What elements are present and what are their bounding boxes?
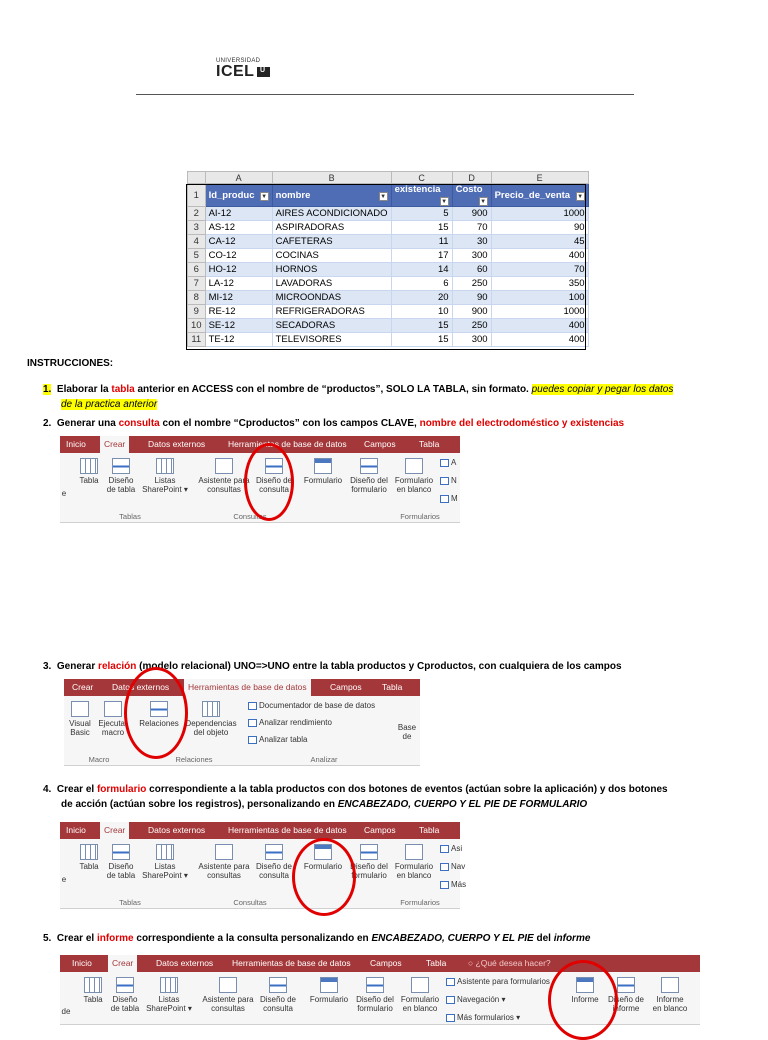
report-design-icon	[617, 977, 635, 993]
form-button[interactable]: Formulario	[300, 458, 346, 485]
filter-dropdown-icon[interactable]: ▼	[480, 199, 487, 205]
analyze-performance-button[interactable]: Analizar rendimiento	[248, 718, 332, 727]
products-spreadsheet	[187, 171, 589, 347]
sharepoint-icon	[156, 844, 174, 860]
column-header[interactable]: Costo ▼	[452, 184, 491, 207]
row-number: 7	[188, 277, 206, 291]
table-cell[interactable]: 10	[391, 305, 452, 319]
query-wizard-icon	[219, 977, 237, 993]
run-macro-icon	[104, 701, 122, 717]
table-cell[interactable]: ASPIRADORAS	[272, 221, 391, 235]
tab-campos[interactable]: Campos	[364, 825, 396, 835]
university-logo	[216, 58, 276, 82]
column-letters	[188, 172, 589, 184]
blank-form-button[interactable]: Formulario en blanco	[392, 844, 436, 880]
form-design-icon	[366, 977, 384, 993]
step-number: 1.	[43, 384, 52, 395]
table-cell[interactable]: 90	[452, 291, 491, 305]
table-row	[188, 207, 589, 221]
header-divider	[136, 94, 634, 95]
table-cell[interactable]: 15	[391, 333, 452, 347]
row-number: 6	[188, 263, 206, 277]
corner-cell	[188, 172, 206, 184]
form-button[interactable]: Formulario	[306, 977, 352, 1004]
form-icon	[314, 458, 332, 474]
column-header[interactable]: Precio_de_venta ▼	[491, 184, 588, 207]
table-cell[interactable]: CO-12	[205, 249, 272, 263]
tab-crear[interactable]: Crear	[108, 955, 137, 972]
table-cell[interactable]: TELEVISORES	[272, 333, 391, 347]
tab-campos[interactable]: Campos	[370, 958, 402, 968]
analyze-table-icon	[248, 736, 257, 744]
navigation-icon	[440, 477, 449, 485]
table-cell[interactable]: TE-12	[205, 333, 272, 347]
blank-form-icon	[405, 844, 423, 860]
table-cell[interactable]: 5	[391, 207, 452, 221]
table-row	[188, 319, 589, 333]
form-design-icon	[360, 458, 378, 474]
table-cell[interactable]: 400	[491, 319, 588, 333]
table-cell[interactable]: 70	[452, 221, 491, 235]
logo-small-text: UNIVERSIDAD	[216, 58, 261, 64]
query-design-icon	[269, 977, 287, 993]
logo-mark: U	[257, 67, 270, 77]
table-cell[interactable]: 100	[491, 291, 588, 305]
keyword: nombre del electrodoméstico y existencias	[419, 418, 625, 429]
table-cell[interactable]: 15	[391, 319, 452, 333]
table-cell[interactable]: SECADORAS	[272, 319, 391, 333]
table-cell[interactable]: 14	[391, 263, 452, 277]
query-design-icon	[265, 844, 283, 860]
query-design-button[interactable]: Diseño de consulta	[252, 844, 296, 880]
row-number: 10	[188, 319, 206, 333]
blank-form-icon	[405, 458, 423, 474]
tab-datos-externos[interactable]: Datos externos	[148, 439, 206, 449]
table-cell[interactable]: AS-12	[205, 221, 272, 235]
tab-tabla[interactable]: Tabla	[419, 439, 440, 449]
row-number: 2	[188, 207, 206, 221]
step-1: 1. Elaborar la tabla anterior en ACCESS con el nombre de “productos”, SOLO LA TABLA, sin formato. puedes copiar y pegar los datos	[43, 384, 674, 395]
table-cell[interactable]: 30	[452, 235, 491, 249]
more-forms-icon	[446, 1014, 455, 1022]
table-design-icon	[116, 977, 134, 993]
row-number: 4	[188, 235, 206, 249]
sharepoint-lists-button[interactable]: Listas SharePoint ▾	[144, 977, 194, 1013]
table-cell[interactable]: 1000	[491, 305, 588, 319]
highlight-note: puedes copiar y pegar los datos	[531, 384, 674, 395]
tab-crear[interactable]: Crear	[100, 822, 129, 839]
navigation-icon	[446, 996, 455, 1004]
table-cell[interactable]: LAVADORAS	[272, 277, 391, 291]
database-button[interactable]: Base de	[397, 723, 417, 741]
row-number: 3	[188, 221, 206, 235]
tab-herramientas[interactable]: Herramientas de base de datos	[184, 679, 311, 696]
group-label-consultas: Consultas	[233, 898, 267, 907]
row-number: 11	[188, 333, 206, 347]
visual-basic-icon	[71, 701, 89, 717]
red-highlight-circle	[124, 667, 188, 759]
table-design-icon	[112, 844, 130, 860]
ribbon-database-tools	[64, 679, 420, 766]
step-4-cont: de acción (actúan sobre los registros), personalizando en ENCABEZADO, CUERPO Y EL PIE DE FORMULARIO	[61, 799, 588, 810]
wizard-icon	[440, 459, 449, 467]
table-cell[interactable]: SE-12	[205, 319, 272, 333]
column-letter: C	[391, 172, 452, 184]
group-label-formularios: Formularios	[400, 898, 440, 907]
table-button[interactable]: Tabla	[76, 458, 102, 485]
table-cell[interactable]: 20	[391, 291, 452, 305]
table-cell[interactable]: HORNOS	[272, 263, 391, 277]
table-cell[interactable]: COCINAS	[272, 249, 391, 263]
table-row	[188, 291, 589, 305]
tab-herramientas[interactable]: Herramientas de base de datos	[228, 825, 347, 835]
table-icon	[80, 458, 98, 474]
filter-dropdown-icon[interactable]: ▼	[441, 199, 448, 205]
cut-off-button[interactable]: e	[61, 875, 67, 884]
documenter-icon	[248, 702, 257, 710]
table-row	[188, 333, 589, 347]
red-highlight-circle	[292, 838, 356, 916]
table-design-icon	[112, 458, 130, 474]
report-button[interactable]: Informe	[566, 977, 604, 1004]
table-cell[interactable]: CAFETERAS	[272, 235, 391, 249]
analyze-table-button[interactable]: Analizar tabla	[248, 735, 307, 744]
tell-me-search[interactable]: ○ ¿Qué desea hacer?	[468, 958, 551, 968]
table-cell[interactable]: RE-12	[205, 305, 272, 319]
form-button[interactable]: Formulario	[300, 844, 346, 871]
table-cell[interactable]: 300	[452, 249, 491, 263]
tab-datos-externos[interactable]: Datos externos	[156, 958, 214, 968]
step-1-cont	[61, 398, 157, 412]
tab-inicio[interactable]: Inicio	[72, 958, 92, 968]
row-number: 8	[188, 291, 206, 305]
row-number: 5	[188, 249, 206, 263]
blank-form-icon	[411, 977, 429, 993]
more-forms-button[interactable]: M	[440, 494, 458, 503]
table-row	[188, 263, 589, 277]
form-design-button[interactable]: Diseño del formulario	[346, 458, 392, 494]
table-row	[188, 249, 589, 263]
table-cell[interactable]: 350	[491, 277, 588, 291]
tab-tabla[interactable]: Tabla	[419, 825, 440, 835]
filter-dropdown-icon[interactable]: ▼	[261, 193, 268, 200]
tab-crear[interactable]: Crear	[72, 682, 94, 692]
table-row	[188, 221, 589, 235]
table-cell[interactable]: 900	[452, 207, 491, 221]
table-row	[188, 235, 589, 249]
tab-inicio[interactable]: Inicio	[66, 825, 86, 835]
blank-form-button[interactable]: Formulario en blanco	[392, 458, 436, 494]
form-design-button[interactable]: Diseño del formulario	[352, 977, 398, 1013]
wizard-icon	[446, 978, 455, 986]
query-design-button[interactable]: Diseño de consulta	[256, 977, 300, 1013]
query-wizard-icon	[215, 844, 233, 860]
tab-crear[interactable]: Crear	[100, 436, 129, 453]
table-cell[interactable]: 250	[452, 319, 491, 333]
group-label-consultas: Consultas	[233, 512, 267, 521]
query-wizard-button[interactable]: Asistente para consultas	[196, 458, 252, 494]
keyword: informe	[96, 933, 134, 944]
table-cell[interactable]: LA-12	[205, 277, 272, 291]
table-cell[interactable]: AI-12	[205, 207, 272, 221]
form-wizard-button[interactable]: Asistente para formularios	[446, 977, 550, 986]
step-2: 2. Generar una consulta con el nombre “Cproductos” con los campos CLAVE, nombre del electrodoméstico y existencias	[43, 418, 625, 429]
table-cell[interactable]: 60	[452, 263, 491, 277]
relationships-button[interactable]: Relaciones	[136, 701, 182, 728]
sharepoint-lists-button[interactable]: Listas SharePoint ▾	[140, 458, 190, 494]
tab-herramientas[interactable]: Herramientas de base de datos	[232, 958, 351, 968]
form-wizard-button[interactable]: A	[440, 458, 456, 467]
navigation-button[interactable]: Nav	[440, 862, 465, 871]
group-label-formularios: Formularios	[400, 512, 440, 521]
keyword: formulario	[96, 784, 147, 795]
table-cell[interactable]: 400	[491, 249, 588, 263]
filter-dropdown-icon[interactable]: ▼	[380, 193, 387, 200]
table-icon	[80, 844, 98, 860]
form-design-button[interactable]: Diseño del formulario	[346, 844, 392, 880]
ribbon-tabs	[60, 822, 460, 839]
form-wizard-button[interactable]: Asi	[440, 844, 462, 853]
group-label-macro: Macro	[88, 755, 110, 764]
step-3: 3. Generar relación (modelo relacional) UNO=>UNO entre la tabla productos y Cproductos, con cualquiera de los campos	[43, 661, 622, 672]
blank-form-button[interactable]: Formulario en blanco	[398, 977, 442, 1013]
tab-tabla[interactable]: Tabla	[382, 682, 403, 692]
keyword: consulta	[118, 418, 160, 429]
cut-off-button[interactable]: e	[61, 489, 67, 498]
column-letter: A	[205, 172, 272, 184]
table-cell[interactable]: AIRES ACONDICIONADO	[272, 207, 391, 221]
table-cell[interactable]: 400	[491, 333, 588, 347]
navigation-button[interactable]: Navegación ▾	[446, 995, 506, 1004]
more-forms-icon	[440, 881, 449, 889]
table-cell[interactable]: 1000	[491, 207, 588, 221]
table-cell[interactable]: 17	[391, 249, 452, 263]
tab-datos-externos[interactable]: Datos externos	[148, 825, 206, 835]
step-5: 5. Crear el informe correspondiente a la consulta personalizando en ENCABEZADO, CUERPO Y EL PIE del informe	[43, 933, 591, 944]
query-design-button[interactable]: Diseño de consulta	[252, 458, 296, 494]
row-number: 9	[188, 305, 206, 319]
table-cell[interactable]: 6	[391, 277, 452, 291]
table-cell[interactable]: 45	[491, 235, 588, 249]
group-label-relaciones: Relaciones	[175, 755, 213, 764]
table-cell[interactable]: HO-12	[205, 263, 272, 277]
keyword: tabla	[111, 384, 135, 395]
table-icon	[84, 977, 102, 993]
more-forms-icon	[440, 495, 449, 503]
table-button[interactable]: Tabla	[76, 844, 102, 871]
table-cell[interactable]: 11	[391, 235, 452, 249]
more-forms-button[interactable]: Más formularios ▾	[446, 1013, 520, 1022]
navigation-button[interactable]: N	[440, 476, 457, 485]
row-number: 1	[188, 184, 206, 207]
table-cell[interactable]: 250	[452, 277, 491, 291]
header-row	[188, 184, 589, 207]
blank-report-button[interactable]: Informe en blanco	[650, 977, 690, 1013]
sharepoint-lists-button[interactable]: Listas SharePoint ▾	[140, 844, 190, 880]
form-icon	[320, 977, 338, 993]
table-design-button[interactable]: Diseño de tabla	[104, 844, 138, 880]
table-cell[interactable]: MI-12	[205, 291, 272, 305]
database-documenter-button[interactable]: Documentador de base de datos	[248, 701, 375, 710]
filter-dropdown-icon[interactable]: ▼	[577, 193, 584, 200]
column-header[interactable]: Id_produc ▼	[205, 184, 272, 207]
tab-herramientas[interactable]: Herramientas de base de datos	[228, 439, 347, 449]
table-cell[interactable]: 300	[452, 333, 491, 347]
table-cell[interactable]: 15	[391, 221, 452, 235]
blank-report-icon	[661, 977, 679, 993]
group-label-tablas: Tablas	[119, 512, 141, 521]
instructions-title: INSTRUCCIONES:	[27, 358, 114, 369]
highlight-note: de la practica anterior	[61, 399, 158, 410]
group-label-analizar: Analizar	[310, 755, 338, 764]
table-design-button[interactable]: Diseño de tabla	[104, 458, 138, 494]
tab-campos[interactable]: Campos	[364, 439, 396, 449]
report-design-button[interactable]: Diseño de informe	[604, 977, 648, 1013]
visual-basic-button[interactable]: Visual Basic	[64, 701, 96, 737]
table-cell[interactable]: 900	[452, 305, 491, 319]
logo-name: ICEL	[216, 63, 255, 80]
column-header[interactable]: nombre ▼	[272, 184, 391, 207]
table-cell[interactable]: MICROONDAS	[272, 291, 391, 305]
tab-datos-externos[interactable]: Datos externos	[112, 682, 170, 692]
column-letter: B	[272, 172, 391, 184]
ribbon-create-formularios	[60, 822, 467, 909]
sharepoint-icon	[156, 458, 174, 474]
wizard-icon	[440, 845, 449, 853]
column-letter: E	[491, 172, 588, 184]
table-design-button[interactable]: Diseño de tabla	[108, 977, 142, 1013]
more-forms-button[interactable]: Más	[440, 880, 466, 889]
table-cell[interactable]: CA-12	[205, 235, 272, 249]
table-cell[interactable]: 70	[491, 263, 588, 277]
group-label-tablas: Tablas	[119, 898, 141, 907]
query-wizard-button[interactable]: Asistente para consultas	[200, 977, 256, 1013]
keyword: relación	[98, 661, 137, 672]
red-highlight-circle	[244, 443, 294, 521]
query-wizard-button[interactable]: Asistente para consultas	[196, 844, 252, 880]
ribbon-tabs	[64, 679, 420, 696]
query-wizard-icon	[215, 458, 233, 474]
tab-tabla[interactable]: Tabla	[426, 958, 447, 968]
table-cell[interactable]: 90	[491, 221, 588, 235]
object-dependencies-button[interactable]: Dependencias del objeto	[182, 701, 240, 737]
table-row	[188, 277, 589, 291]
form-design-icon	[360, 844, 378, 860]
tab-inicio[interactable]: Inicio	[66, 439, 86, 449]
sharepoint-icon	[160, 977, 178, 993]
red-highlight-circle	[548, 960, 618, 1040]
column-header[interactable]: existencia ▼	[391, 184, 452, 207]
dependencies-icon	[202, 701, 220, 717]
step-4: 4. Crear el formulario correspondiente a la tabla productos con dos botones de eventos (actúan sobre la aplicación) y dos botones	[43, 784, 668, 795]
cut-off-button[interactable]: de	[61, 1007, 71, 1016]
column-letter: D	[452, 172, 491, 184]
table-row	[188, 305, 589, 319]
table-button[interactable]: Tabla	[80, 977, 106, 1004]
tab-campos[interactable]: Campos	[330, 682, 362, 692]
run-macro-button[interactable]: Ejecutar macro	[96, 701, 130, 737]
navigation-icon	[440, 863, 449, 871]
lightbulb-icon: ○	[468, 958, 474, 968]
table-cell[interactable]: REFRIGERADORAS	[272, 305, 391, 319]
performance-icon	[248, 719, 257, 727]
